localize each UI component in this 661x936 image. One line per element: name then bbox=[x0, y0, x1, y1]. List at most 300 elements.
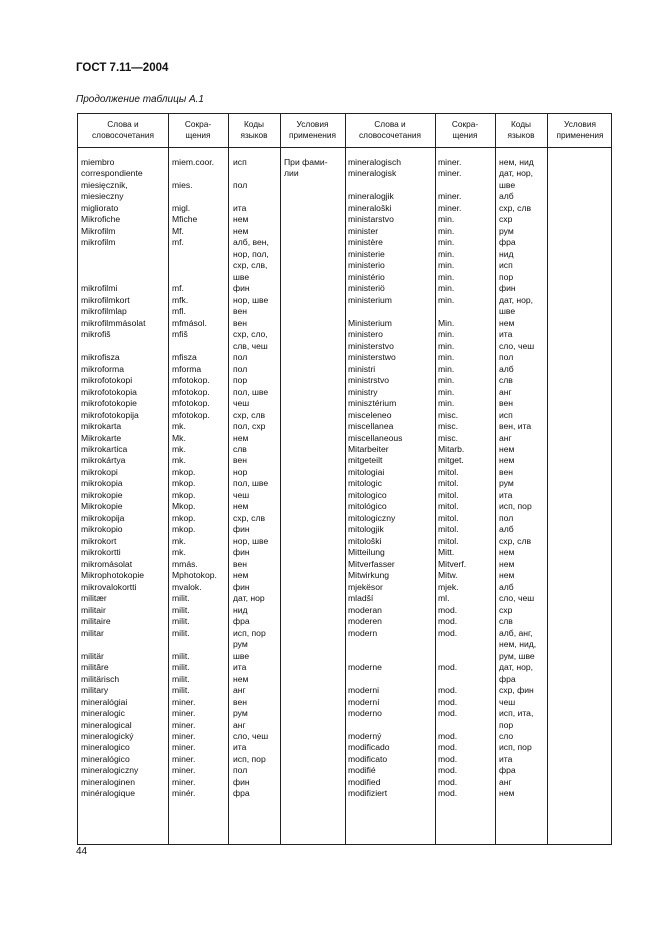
table-row bbox=[78, 340, 611, 352]
table-cell: min. bbox=[438, 352, 455, 363]
table-cell: фин bbox=[233, 581, 250, 592]
table-cell: mod. bbox=[438, 731, 458, 741]
table-cell: mikromásolat bbox=[81, 558, 133, 569]
table-cell: Mitverfasser bbox=[348, 558, 395, 569]
table-caption: Продолжение таблицы А.1 bbox=[76, 94, 204, 105]
table-cell: militärisch bbox=[81, 673, 120, 684]
table-cell: mfotokop. bbox=[172, 409, 210, 420]
table-cell: mikrofilm bbox=[81, 237, 116, 248]
table-cell: migliorato bbox=[81, 202, 119, 213]
table-cell: ministério bbox=[348, 271, 385, 282]
table-cell: ministarstvo bbox=[348, 214, 394, 225]
table-cell: вен bbox=[233, 306, 247, 317]
table-cell: ministrstvo bbox=[348, 375, 390, 386]
table-row bbox=[78, 707, 611, 719]
table-cell: mf. bbox=[172, 237, 184, 248]
table-cell: mitol. bbox=[438, 466, 459, 477]
table-cell: miesięcznik, bbox=[81, 179, 128, 190]
table-cell: нем bbox=[233, 501, 249, 512]
table-cell: milit. bbox=[172, 593, 190, 604]
table-cell: mod. bbox=[438, 685, 458, 696]
table-cell: mineraloginen bbox=[81, 776, 135, 787]
table-cell: min. bbox=[438, 340, 455, 351]
table-cell: miner. bbox=[172, 731, 196, 741]
table-row bbox=[78, 409, 611, 421]
table-cell: нем bbox=[499, 788, 515, 799]
table-cell: Mf. bbox=[172, 225, 184, 236]
table-cell: mfk. bbox=[172, 294, 189, 305]
table-row bbox=[78, 432, 611, 444]
table-row bbox=[78, 271, 611, 283]
table-cell: нем bbox=[233, 225, 249, 236]
table-cell: ита bbox=[499, 753, 513, 764]
table-cell: алб bbox=[499, 363, 514, 374]
table-cell: mod. bbox=[438, 788, 458, 799]
table-cell: вен bbox=[499, 466, 513, 477]
table-cell: mk. bbox=[172, 421, 186, 432]
table-cell: ministerium bbox=[348, 294, 392, 305]
table-cell: вен bbox=[233, 696, 247, 707]
document-title: ГОСТ 7.11—2004 bbox=[76, 62, 169, 74]
table-cell: mkop. bbox=[172, 489, 196, 500]
table-cell: milit. bbox=[172, 673, 190, 684]
table-cell: чеш bbox=[499, 696, 516, 707]
table-cell: нем bbox=[499, 444, 515, 454]
table-cell: mod. bbox=[438, 708, 458, 719]
table-row bbox=[78, 615, 611, 627]
table-cell: mitget. bbox=[438, 455, 464, 466]
table-cell: вен bbox=[233, 558, 247, 569]
table-cell: вен, ита bbox=[499, 421, 532, 432]
table-cell: mikrofotokopija bbox=[81, 409, 139, 420]
table-cell: пол bbox=[499, 352, 514, 363]
table-cell: milit. bbox=[172, 685, 190, 696]
table-cell: misceleneo bbox=[348, 409, 392, 420]
table-cell: ministry bbox=[348, 386, 378, 397]
table-row bbox=[78, 225, 611, 237]
table-cell: Min. bbox=[438, 317, 455, 328]
table-cell: mitol. bbox=[438, 524, 459, 535]
table-row bbox=[78, 248, 611, 260]
table-cell: mk. bbox=[172, 547, 186, 558]
table-cell: ита bbox=[233, 742, 247, 753]
table-cell: пол bbox=[499, 512, 514, 523]
table-cell: milit. bbox=[172, 627, 190, 638]
table-cell: militær bbox=[81, 593, 107, 604]
table-cell: misc. bbox=[438, 409, 459, 420]
table-cell: mfotokop. bbox=[172, 398, 210, 409]
table-row bbox=[78, 328, 611, 340]
table-cell: mitol. bbox=[438, 478, 459, 489]
table-row bbox=[78, 569, 611, 581]
table-cell: mineralogico bbox=[81, 742, 130, 753]
table-cell: ministero bbox=[348, 329, 383, 340]
table-cell: пор bbox=[499, 271, 514, 282]
table-row bbox=[78, 696, 611, 708]
table-cell: miner. bbox=[172, 753, 196, 764]
table-row bbox=[78, 581, 611, 593]
table-row bbox=[78, 661, 611, 673]
table-cell: ministri bbox=[348, 363, 376, 374]
table-cell: min. bbox=[438, 214, 455, 225]
table-cell: mineralogical bbox=[81, 719, 132, 730]
table-cell: modified bbox=[348, 776, 381, 787]
table-cell: military bbox=[81, 685, 109, 696]
table-cell: фра bbox=[499, 673, 516, 684]
table-cell: нем bbox=[499, 547, 515, 558]
table-cell: mineralógico bbox=[81, 753, 130, 764]
table-row bbox=[78, 374, 611, 386]
table-cell: mitologiai bbox=[348, 466, 385, 477]
table-row bbox=[78, 650, 611, 662]
table-cell: mikrofotokopie bbox=[81, 398, 137, 409]
table-cell: mod. bbox=[438, 627, 458, 638]
table-cell: слв bbox=[233, 444, 247, 454]
table-cell: mikrokortti bbox=[81, 547, 121, 558]
table-row bbox=[78, 558, 611, 570]
table-cell: исп, пор bbox=[499, 742, 532, 753]
table-cell: пол bbox=[233, 179, 248, 190]
table-cell: дат, нор, bbox=[499, 294, 534, 305]
table-cell: mineralogický bbox=[81, 731, 134, 741]
table-cell: фин bbox=[499, 283, 516, 294]
table-cell: пол, шве bbox=[233, 386, 269, 397]
table-cell: шве bbox=[499, 179, 516, 190]
table-cell: mod. bbox=[438, 616, 458, 627]
table-cell: mitologjik bbox=[348, 524, 384, 535]
table-cell: mod. bbox=[438, 696, 458, 707]
table-cell: mkop. bbox=[172, 524, 196, 535]
column-header: Сокра- щения bbox=[451, 119, 479, 140]
table-row bbox=[78, 604, 611, 616]
table-cell: miner. bbox=[438, 157, 462, 167]
table-cell: пор bbox=[499, 719, 514, 730]
table-cell: min. bbox=[438, 329, 455, 340]
table-cell: minéralogique bbox=[81, 788, 135, 799]
table-cell: min. bbox=[438, 271, 455, 282]
table-cell: вен bbox=[499, 398, 513, 409]
table-cell: militär bbox=[81, 650, 104, 661]
table-cell: нем bbox=[499, 570, 515, 581]
table-cell: ита bbox=[233, 662, 247, 673]
table-cell: При фами- bbox=[284, 157, 328, 167]
table-cell: нем bbox=[233, 673, 249, 684]
table-cell: min. bbox=[438, 386, 455, 397]
table-cell: miner. bbox=[438, 191, 462, 202]
table-row bbox=[78, 363, 611, 375]
table-row bbox=[78, 236, 611, 248]
table-cell: militâre bbox=[81, 662, 109, 673]
table-cell: mod. bbox=[438, 753, 458, 764]
table-cell: mies. bbox=[172, 179, 193, 190]
table-cell: mikrokopia bbox=[81, 478, 123, 489]
table-cell: mitológico bbox=[348, 501, 387, 512]
table-cell: mkop. bbox=[172, 512, 196, 523]
table-cell: нор, шве bbox=[233, 294, 269, 305]
table-cell: mitologic bbox=[348, 478, 382, 489]
table-cell: mikrofilmlap bbox=[81, 306, 127, 317]
table-cell: слв bbox=[499, 375, 513, 386]
table-cell: mfiš bbox=[172, 329, 188, 340]
table-cell: mfotokop. bbox=[172, 375, 210, 386]
table-cell: рум bbox=[233, 639, 248, 650]
table-cell: сло, чеш bbox=[499, 340, 535, 351]
column-header: Слова и словосочетания bbox=[92, 119, 154, 140]
table-cell: mjekësor bbox=[348, 581, 383, 592]
table-cell: дат, нор bbox=[233, 593, 265, 604]
table-cell: Mphotokop. bbox=[172, 570, 217, 581]
table-row bbox=[78, 741, 611, 753]
table-cell: шве bbox=[499, 306, 516, 317]
table-cell: miscellaneous bbox=[348, 432, 403, 443]
table-row bbox=[78, 213, 611, 225]
table-cell: militair bbox=[81, 604, 106, 615]
table-cell: mikrokopi bbox=[81, 466, 118, 477]
table-cell: рум, шве bbox=[499, 650, 535, 661]
table-cell: нем bbox=[499, 455, 515, 466]
table-row bbox=[78, 397, 611, 409]
table-cell: дат, нор, bbox=[499, 662, 534, 673]
table-cell: Mkop. bbox=[172, 501, 196, 512]
table-cell: пол bbox=[233, 765, 248, 776]
table-row bbox=[78, 259, 611, 271]
table-cell: пол bbox=[233, 352, 248, 363]
table-cell: miner. bbox=[172, 776, 196, 787]
table-cell: нем, нид, bbox=[499, 639, 537, 650]
table-cell: нем bbox=[499, 317, 515, 328]
table-cell: mikrofisza bbox=[81, 352, 120, 363]
table-cell: mitološki bbox=[348, 535, 382, 546]
table-cell: исп bbox=[499, 409, 513, 420]
table-cell: mikrofotokopi bbox=[81, 375, 133, 386]
table-cell: mod. bbox=[438, 765, 458, 776]
table-cell: moderen bbox=[348, 616, 382, 627]
table-row bbox=[78, 787, 611, 799]
table-cell: misc. bbox=[438, 421, 459, 432]
table-row bbox=[78, 466, 611, 478]
table-cell: mmás. bbox=[172, 558, 198, 569]
table-cell: min. bbox=[438, 225, 455, 236]
table-cell: mk. bbox=[172, 455, 186, 466]
table-cell: modern bbox=[348, 627, 378, 638]
table-cell: Mitarb. bbox=[438, 444, 465, 454]
table-cell: modificato bbox=[348, 753, 388, 764]
table-cell: min. bbox=[438, 398, 455, 409]
column-header: Условия применения bbox=[289, 119, 336, 140]
table-cell: фин bbox=[233, 776, 250, 787]
table-cell: misc. bbox=[438, 432, 459, 443]
table-row bbox=[78, 489, 611, 501]
table-row bbox=[78, 190, 611, 202]
table-cell: схр, слв bbox=[499, 535, 532, 546]
table-cell: min. bbox=[438, 363, 455, 374]
table-cell: Mitverf. bbox=[438, 558, 467, 569]
table-cell: mikrofotokopia bbox=[81, 386, 137, 397]
table-cell: чеш bbox=[233, 489, 250, 500]
column-header: Условия применения bbox=[556, 119, 604, 140]
table-row bbox=[78, 523, 611, 535]
table-cell: нор, пол, bbox=[233, 248, 269, 259]
table-cell: miner. bbox=[172, 765, 196, 776]
table-row bbox=[78, 386, 611, 398]
table-cell: вен bbox=[233, 317, 247, 328]
table-cell: исп bbox=[233, 157, 247, 167]
table-cell: нем bbox=[233, 432, 249, 443]
table-cell: пол, схр bbox=[233, 421, 266, 432]
table-cell: нем, нид bbox=[499, 157, 534, 167]
table-cell: нид bbox=[233, 604, 248, 615]
table-row bbox=[78, 684, 611, 696]
table-cell: mitologico bbox=[348, 489, 387, 500]
table-row bbox=[78, 167, 611, 179]
column-header: Коды языков bbox=[240, 119, 268, 140]
table-cell: mfmásol. bbox=[172, 317, 207, 328]
table-cell: алб bbox=[499, 524, 514, 535]
table-row bbox=[78, 179, 611, 191]
table-cell: схр, сло, bbox=[233, 329, 268, 340]
table-cell: Mitw. bbox=[438, 570, 458, 581]
table-row bbox=[78, 546, 611, 558]
table-cell: ита bbox=[499, 329, 513, 340]
table-cell: mikrofiš bbox=[81, 329, 111, 340]
table-cell: фра bbox=[233, 788, 250, 799]
table-cell: moderný bbox=[348, 731, 382, 741]
table-cell: mfisza bbox=[172, 352, 197, 363]
table-cell: miner. bbox=[172, 742, 196, 753]
table-cell: mikrokartica bbox=[81, 444, 128, 454]
table-cell: moderno bbox=[348, 708, 382, 719]
table-cell: нид bbox=[499, 248, 514, 259]
table-cell: modifiziert bbox=[348, 788, 388, 799]
table-cell: Mikrofiche bbox=[81, 214, 121, 225]
table-row bbox=[78, 730, 611, 742]
table-cell: чеш bbox=[233, 398, 250, 409]
table-cell: mladší bbox=[348, 593, 374, 604]
table-cell: алб, вен, bbox=[233, 237, 269, 248]
table-row bbox=[78, 776, 611, 788]
table-cell: moderní bbox=[348, 696, 380, 707]
table-cell: mineralogiczny bbox=[81, 765, 139, 776]
column-header: Сокра- щения bbox=[184, 119, 212, 140]
table-cell: miner. bbox=[438, 168, 462, 179]
table-cell: militaire bbox=[81, 616, 111, 627]
table-cell: min. bbox=[438, 294, 455, 305]
table-cell: miner. bbox=[172, 696, 196, 707]
table-cell: min. bbox=[438, 283, 455, 294]
table-row bbox=[78, 673, 611, 685]
table-cell: рум bbox=[499, 478, 514, 489]
column-header: Коды языков bbox=[507, 119, 535, 140]
table-cell: mfl. bbox=[172, 306, 186, 317]
table-cell: mfotokop. bbox=[172, 386, 210, 397]
table-cell: Mikrokarte bbox=[81, 432, 122, 443]
table-cell: схр, фин bbox=[499, 685, 534, 696]
table-cell: minister bbox=[348, 225, 379, 236]
table-cell: ита bbox=[233, 202, 247, 213]
table-cell: mkop. bbox=[172, 478, 196, 489]
table-cell: сло, чеш bbox=[499, 593, 535, 604]
table-cell: схр, слв bbox=[499, 202, 532, 213]
table-cell: mineralogisch bbox=[348, 157, 402, 167]
table-cell: Mitwirkung bbox=[348, 570, 390, 581]
table-cell: mod. bbox=[438, 604, 458, 615]
table-cell: алб bbox=[499, 191, 514, 202]
table-cell: нем bbox=[233, 214, 249, 225]
table-cell: шве bbox=[233, 650, 250, 661]
table-row bbox=[78, 454, 611, 466]
table-cell: migl. bbox=[172, 202, 191, 213]
table-cell: mk. bbox=[172, 444, 186, 454]
table-cell: шве bbox=[233, 271, 250, 282]
table-cell: нор, шве bbox=[233, 535, 269, 546]
table-cell: исп, ита, bbox=[499, 708, 534, 719]
table-cell: ministerstvo bbox=[348, 340, 394, 351]
table-cell: miembro bbox=[81, 157, 115, 167]
table-row bbox=[78, 764, 611, 776]
table-cell: miner. bbox=[172, 708, 196, 719]
table-cell: исп, пор bbox=[233, 627, 266, 638]
table-cell: фин bbox=[233, 283, 250, 294]
table-row bbox=[78, 638, 611, 650]
abbreviation-table bbox=[77, 113, 612, 845]
table-cell: milit. bbox=[172, 662, 190, 673]
table-row bbox=[78, 592, 611, 604]
table-cell: нор bbox=[233, 466, 248, 477]
table-row bbox=[78, 156, 611, 168]
table-cell: фин bbox=[233, 524, 250, 535]
table-cell: ml. bbox=[438, 593, 450, 604]
table-cell: анг bbox=[233, 685, 246, 696]
table-cell: нем bbox=[499, 558, 515, 569]
table-cell: анг bbox=[499, 776, 512, 787]
page-number: 44 bbox=[76, 846, 88, 857]
table-cell: mitol. bbox=[438, 512, 459, 523]
table-row bbox=[78, 512, 611, 524]
table-cell: Ministerium bbox=[348, 317, 392, 328]
table-row bbox=[78, 477, 611, 489]
table-cell: mikrokopija bbox=[81, 512, 125, 523]
table-cell: пол bbox=[233, 363, 248, 374]
table-cell: mikrofilmi bbox=[81, 283, 118, 294]
table-cell: mitol. bbox=[438, 501, 459, 512]
table-cell: ministerio bbox=[348, 260, 385, 271]
table-cell: moderne bbox=[348, 662, 382, 673]
table-cell: correspondiente bbox=[81, 168, 143, 179]
table-cell: mvalok. bbox=[172, 581, 202, 592]
table-cell: militar bbox=[81, 627, 104, 638]
table-row bbox=[78, 294, 611, 306]
table-cell: Mk. bbox=[172, 432, 186, 443]
table-cell: анг bbox=[233, 719, 246, 730]
table-row bbox=[78, 753, 611, 765]
table-cell: Mitarbeiter bbox=[348, 444, 389, 454]
table-cell: ministeriö bbox=[348, 283, 385, 294]
table-cell: пор bbox=[233, 375, 248, 386]
table-cell: mikrokártya bbox=[81, 455, 126, 466]
table-cell: пол, шве bbox=[233, 478, 269, 489]
table-cell: moderan bbox=[348, 604, 382, 615]
table-cell: Mitt. bbox=[438, 547, 455, 558]
table-cell: фра bbox=[499, 237, 516, 248]
table-cell: miner. bbox=[172, 719, 196, 730]
table-cell: mitol. bbox=[438, 535, 459, 546]
table-cell: mkop. bbox=[172, 466, 196, 477]
table-cell: mforma bbox=[172, 363, 202, 374]
table-cell: miem.coor. bbox=[172, 157, 215, 167]
table-cell: mineralogic bbox=[81, 708, 125, 719]
table-cell: нем bbox=[233, 570, 249, 581]
table-cell: mod. bbox=[438, 662, 458, 673]
